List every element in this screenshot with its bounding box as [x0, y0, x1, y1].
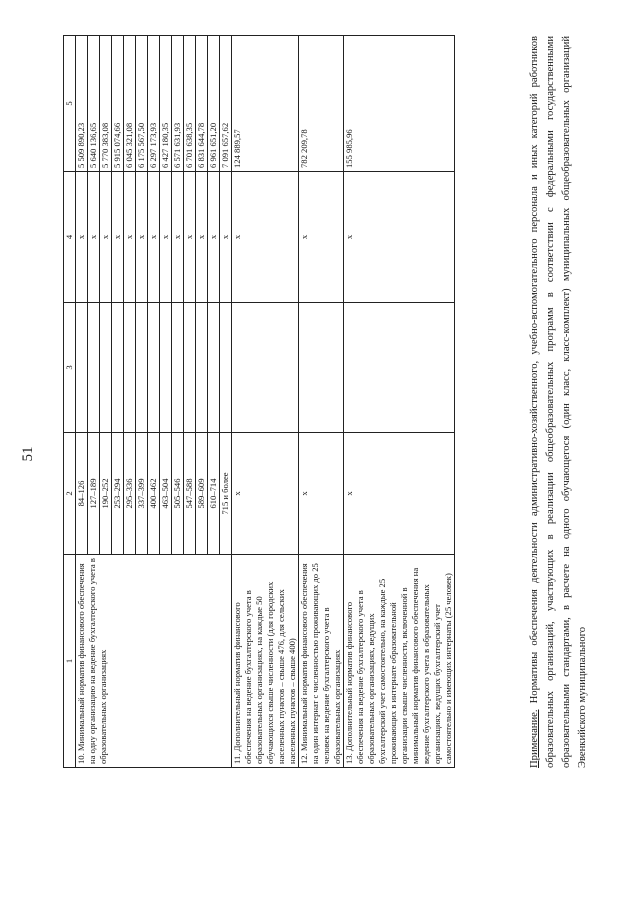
count-range-cell: 295–336 — [124, 433, 136, 555]
count-range-cell: 253–294 — [112, 433, 124, 555]
norms-table — [63, 35, 455, 768]
col3-cell — [208, 303, 220, 433]
value-cell: 782 209,78 — [299, 36, 344, 172]
page-number: 51 — [20, 446, 36, 462]
count-range-cell: 610–714 — [208, 433, 220, 555]
row-label: 12. Минимальный норматив финансового обеспечения на один интернат с численностью проживающих до 25 человек на ведение бухгалтерского учета в образовательных организациях — [299, 555, 344, 768]
count-range-cell: 337–399 — [136, 433, 148, 555]
col4-cell: x — [160, 172, 172, 303]
col3-cell — [136, 303, 148, 433]
table-row — [76, 36, 88, 768]
col3-cell — [112, 303, 124, 433]
col3-cell — [172, 303, 184, 433]
header-cell: 4 — [64, 172, 76, 303]
row-label: 11. Дополнительный норматив финансового обеспечения на ведение бухгалтерского учета в образовательных организациях, на каждые 50 обучающихся свыше численности (для городских населенных пунктов – свыше 476, для сельских населенных пунктов – свыше 400) — [232, 555, 299, 768]
col3-cell — [299, 303, 344, 433]
footnote-text: Нормативы обеспечения деятельности административно-хозяйственного, учебно-вспомогательного персонала и иных категорий работников образовательных организаций, участвующих в реализации общеобразовательных программ в соответствии с федеральными государственными образовательными стандартами, в расчете на одного обучающегося (один класс, класс-комплект) муниципальных общеобразовательных организаций Эвенкийского муниципального — [529, 36, 588, 768]
value-cell: 124 889,57 — [232, 36, 299, 172]
col3-cell — [344, 303, 455, 433]
header-cell: 5 — [64, 36, 76, 172]
header-row — [64, 36, 76, 768]
value-cell: 155 985,96 — [344, 36, 455, 172]
col3-cell — [76, 303, 88, 433]
value-cell: 7 091 657,62 — [220, 36, 232, 172]
count-range-cell: 463–504 — [160, 433, 172, 555]
col3-cell — [220, 303, 232, 433]
col3-cell — [232, 303, 299, 433]
count-range-cell: x — [344, 433, 455, 555]
value-cell: 6 297 173,93 — [148, 36, 160, 172]
header-cell: 2 — [64, 433, 76, 555]
value-cell: 6 831 644,78 — [196, 36, 208, 172]
col4-cell: x — [88, 172, 100, 303]
count-range-cell: 589–609 — [196, 433, 208, 555]
count-range-cell: 715 и более — [220, 433, 232, 555]
col3-cell — [184, 303, 196, 433]
table-row — [344, 36, 455, 768]
col4-cell: x — [124, 172, 136, 303]
col4-cell: x — [148, 172, 160, 303]
row-label: 10. Минимальный норматив финансового обеспечения на одну организацию на ведение бухгалтерского учета в образовательных организациях — [76, 555, 232, 768]
col4-cell: x — [172, 172, 184, 303]
col4-cell: x — [232, 172, 299, 303]
col3-cell — [196, 303, 208, 433]
col3-cell — [124, 303, 136, 433]
col3-cell — [148, 303, 160, 433]
col4-cell: x — [208, 172, 220, 303]
row-label: 13. Дополнительный норматив финансового обеспечения на ведение бухгалтерского учета в образовательных организациях, ведущих бухгалтерский учет самостоятельно, на каждые 25 проживающих в интернате образовательной организации свыше численности, включенной в минимальный норматив финансового обеспечения на ведение бухгалтерского учета в образовательных организациях, ведущих бухгалтерский учет самостоятельно и имеющих интернаты (25 человек) — [344, 555, 455, 768]
col4-cell: x — [184, 172, 196, 303]
footnote — [527, 36, 591, 768]
value-cell: 5 770 383,08 — [100, 36, 112, 172]
count-range-cell: x — [299, 433, 344, 555]
col4-cell: x — [76, 172, 88, 303]
col4-cell: x — [100, 172, 112, 303]
footnote-label: Примечание. — [529, 709, 540, 768]
col4-cell: x — [196, 172, 208, 303]
count-range-cell: 547–588 — [184, 433, 196, 555]
col4-cell: x — [299, 172, 344, 303]
count-range-cell: 127–189 — [88, 433, 100, 555]
table-row — [299, 36, 344, 768]
count-range-cell: x — [232, 433, 299, 555]
header-cell: 3 — [64, 303, 76, 433]
table-row — [232, 36, 299, 768]
col4-cell: x — [136, 172, 148, 303]
count-range-cell: 84–126 — [76, 433, 88, 555]
value-cell: 6 175 567,50 — [136, 36, 148, 172]
col4-cell: x — [112, 172, 124, 303]
value-cell: 6 571 631,93 — [172, 36, 184, 172]
value-cell: 6 045 321,08 — [124, 36, 136, 172]
value-cell: 5 640 136,65 — [88, 36, 100, 172]
count-range-cell: 400–462 — [148, 433, 160, 555]
header-cell: 1 — [64, 555, 76, 768]
value-cell: 6 961 651,20 — [208, 36, 220, 172]
col3-cell — [88, 303, 100, 433]
value-cell: 6 427 180,35 — [160, 36, 172, 172]
col3-cell — [160, 303, 172, 433]
count-range-cell: 190–252 — [100, 433, 112, 555]
col4-cell: x — [220, 172, 232, 303]
col4-cell: x — [344, 172, 455, 303]
col3-cell — [100, 303, 112, 433]
count-range-cell: 505–546 — [172, 433, 184, 555]
value-cell: 5 509 890,23 — [76, 36, 88, 172]
value-cell: 6 701 638,35 — [184, 36, 196, 172]
value-cell: 5 915 074,66 — [112, 36, 124, 172]
